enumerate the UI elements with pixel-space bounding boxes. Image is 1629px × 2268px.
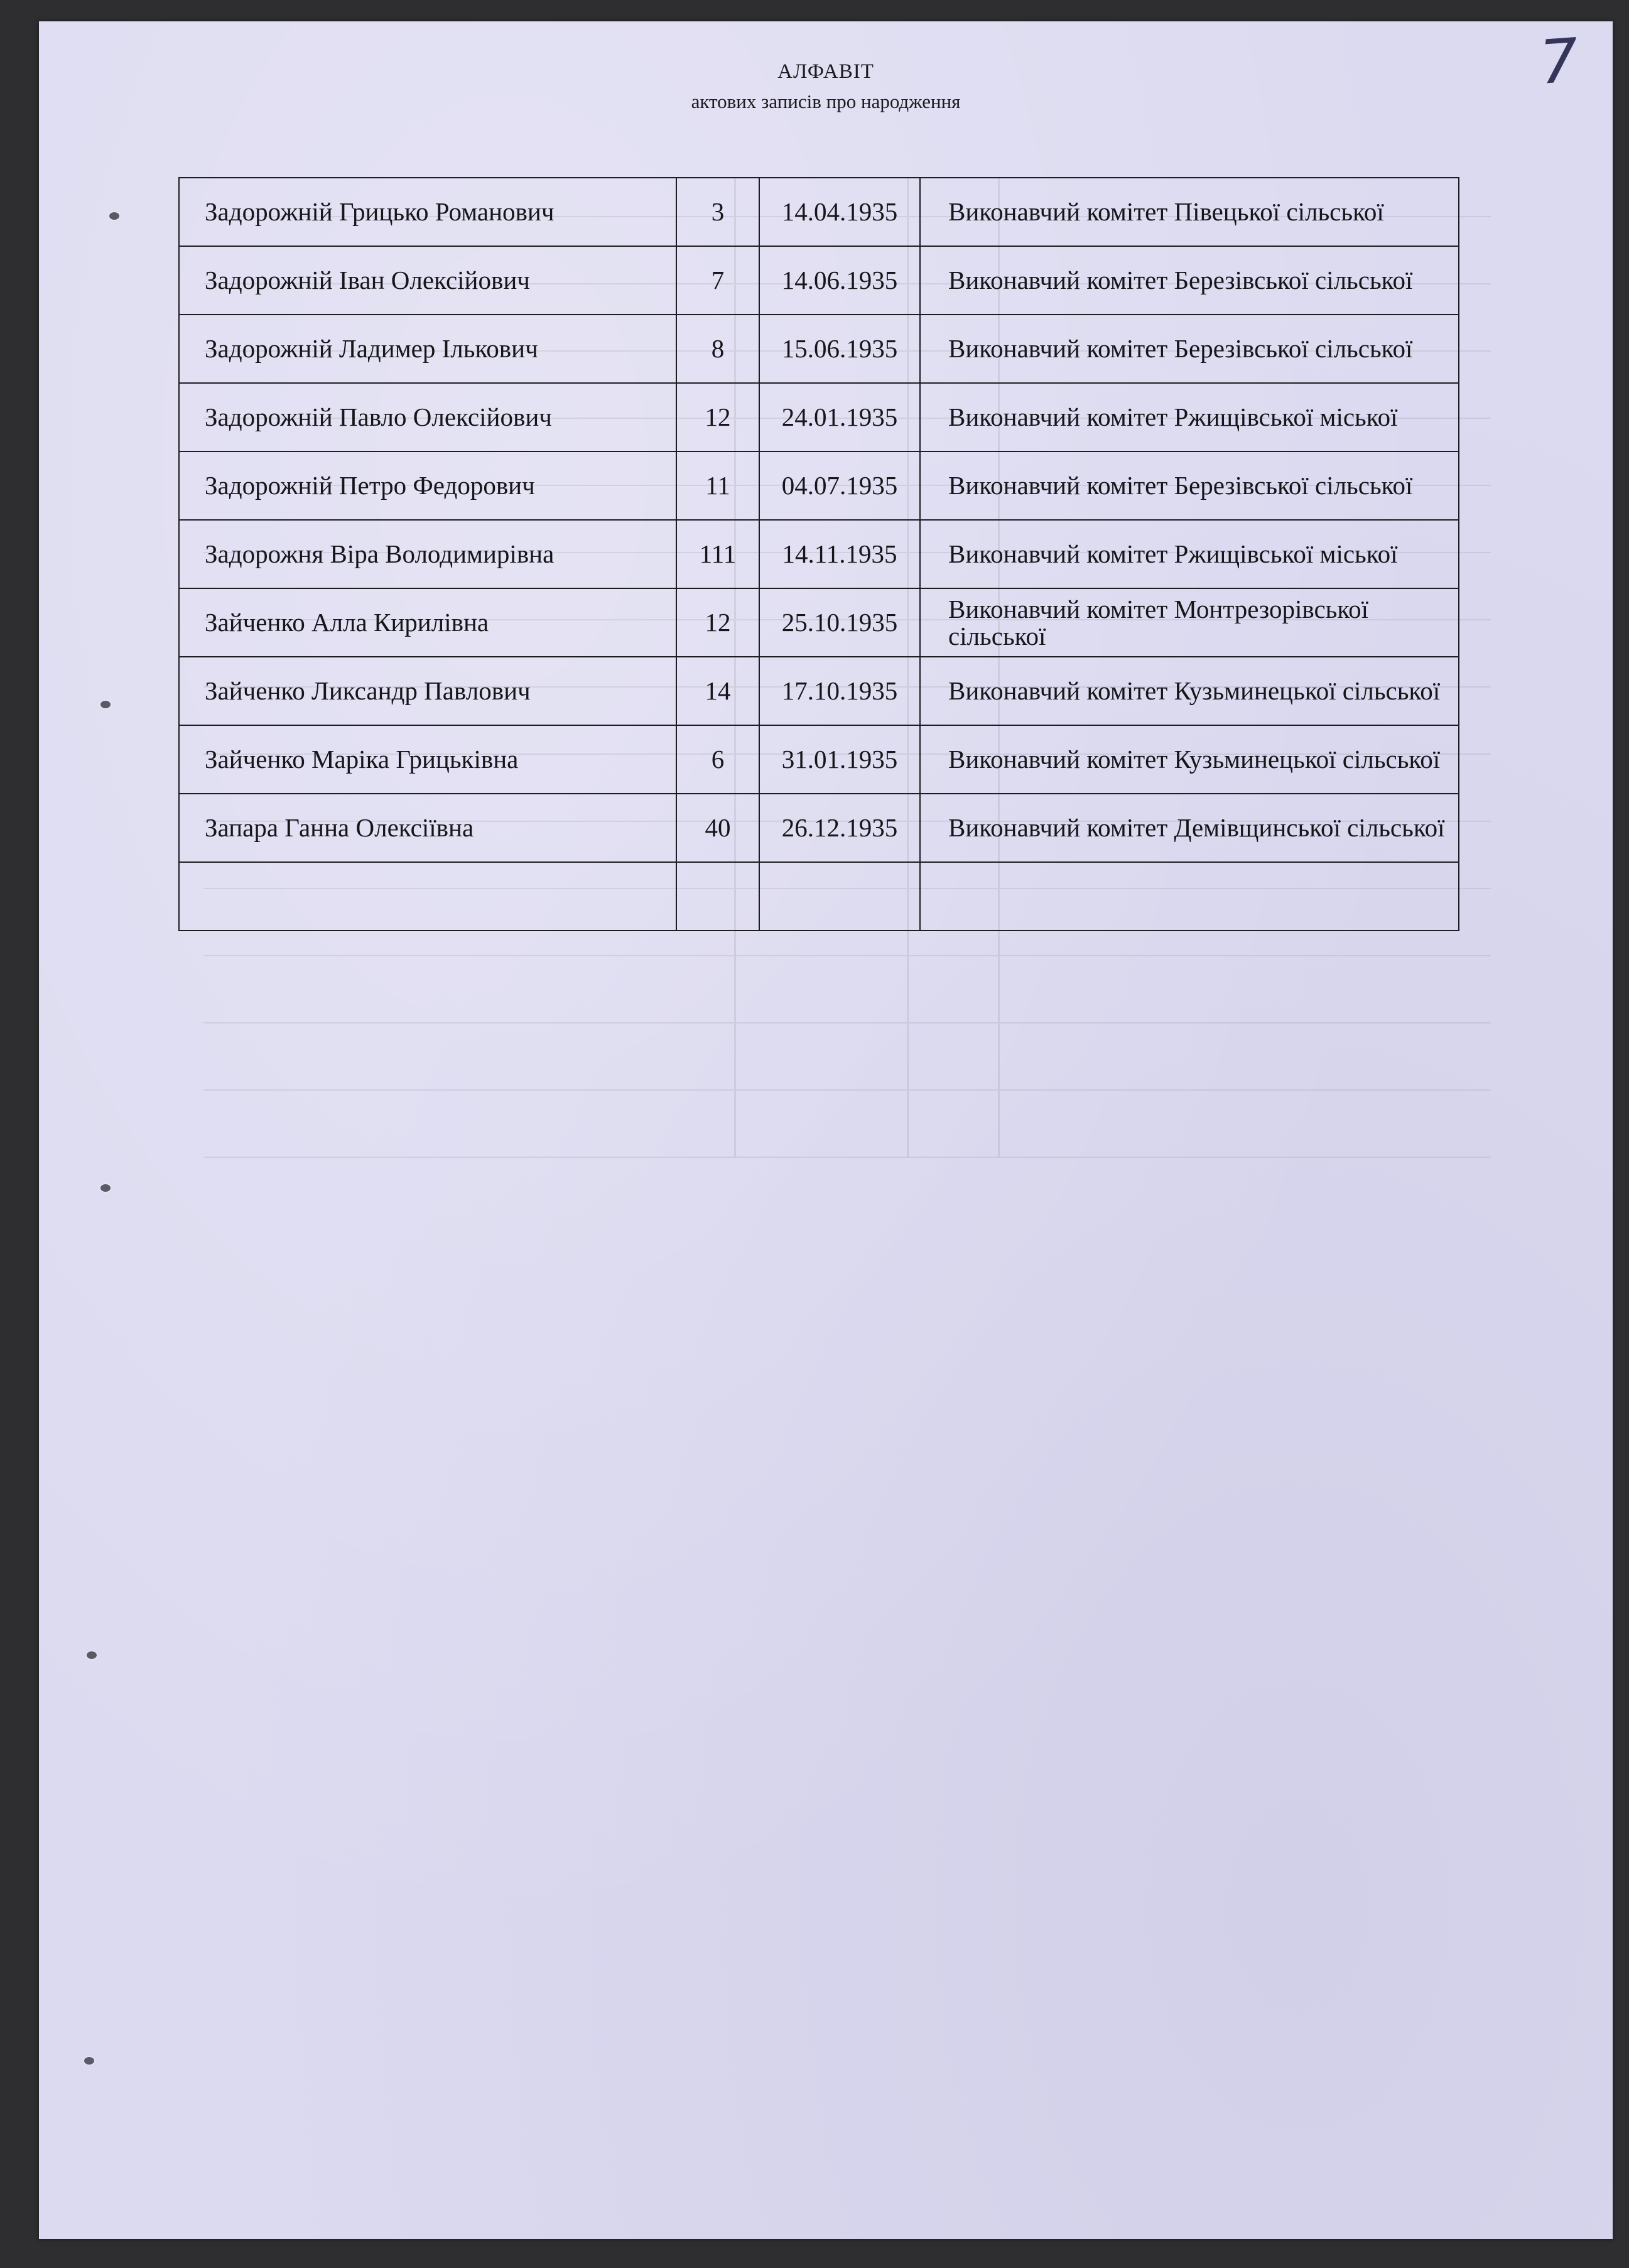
punch-hole (109, 212, 119, 220)
record-date: 26.12.1935 (759, 794, 920, 862)
table-row (179, 451, 1459, 520)
table-row (179, 862, 1459, 931)
record-date: 15.06.1935 (759, 315, 920, 383)
punch-hole (100, 701, 111, 708)
record-date: 04.07.1935 (759, 451, 920, 520)
record-number: 11 (676, 451, 759, 520)
record-number: 6 (676, 725, 759, 794)
record-number: 14 (676, 657, 759, 725)
record-date: 14.11.1935 (759, 520, 920, 588)
record-name: Задорожній Іван Олексійович (179, 246, 676, 315)
table-row (179, 657, 1459, 725)
document-title: АЛФАВІТ (777, 60, 874, 83)
document-subtitle: актових записів про народження (691, 90, 961, 112)
record-name: Задорожній Павло Олексійович (179, 383, 676, 451)
record-office: Виконавчий комітет Монтрезорівської сільської (920, 588, 1459, 657)
record-name (179, 862, 676, 931)
punch-hole (84, 2057, 94, 2065)
record-date: 25.10.1935 (759, 588, 920, 657)
table-row (179, 383, 1459, 451)
record-name: Задорожня Віра Володимирівна (179, 520, 676, 588)
table-row (179, 246, 1459, 315)
table-row (179, 315, 1459, 383)
birth-records-table (178, 177, 1459, 931)
record-number: 12 (676, 383, 759, 451)
document-sheet (39, 21, 1613, 2239)
record-office: Виконавчий комітет Кузьминецької сільської (920, 657, 1459, 725)
record-number (676, 862, 759, 931)
record-name: Зайченко Ликсандр Павлович (179, 657, 676, 725)
page-folio-number: 7 (1537, 25, 1581, 98)
record-date: 17.10.1935 (759, 657, 920, 725)
record-name: Запара Ганна Олексіївна (179, 794, 676, 862)
record-office: Виконавчий комітет Півецької сільської (920, 178, 1459, 246)
table-row (179, 794, 1459, 862)
record-office: Виконавчий комітет Березівської сільської (920, 315, 1459, 383)
record-date: 14.06.1935 (759, 246, 920, 315)
record-office: Виконавчий комітет Березівської сільської (920, 451, 1459, 520)
record-office: Виконавчий комітет Демівщинської сільської (920, 794, 1459, 862)
record-date: 24.01.1935 (759, 383, 920, 451)
record-name: Зайченко Маріка Грицьківна (179, 725, 676, 794)
record-date: 14.04.1935 (759, 178, 920, 246)
record-name: Задорожній Грицько Романович (179, 178, 676, 246)
record-number: 7 (676, 246, 759, 315)
record-name: Задорожній Ладимер Ількович (179, 315, 676, 383)
record-number: 3 (676, 178, 759, 246)
record-number: 8 (676, 315, 759, 383)
record-number: 12 (676, 588, 759, 657)
record-number: 111 (676, 520, 759, 588)
record-date (759, 862, 920, 931)
punch-hole (100, 1184, 111, 1192)
birth-records-body (179, 178, 1459, 931)
record-name: Задорожній Петро Федорович (179, 451, 676, 520)
table-row (179, 178, 1459, 246)
record-date: 31.01.1935 (759, 725, 920, 794)
record-office: Виконавчий комітет Ржищівської міської (920, 383, 1459, 451)
punch-hole (87, 1651, 97, 1659)
table-row (179, 588, 1459, 657)
table-row (179, 520, 1459, 588)
record-number: 40 (676, 794, 759, 862)
record-office (920, 862, 1459, 931)
record-office: Виконавчий комітет Кузьминецької сільської (920, 725, 1459, 794)
table-row (179, 725, 1459, 794)
record-office: Виконавчий комітет Березівської сільської (920, 246, 1459, 315)
record-office: Виконавчий комітет Ржищівської міської (920, 520, 1459, 588)
record-name: Зайченко Алла Кирилівна (179, 588, 676, 657)
